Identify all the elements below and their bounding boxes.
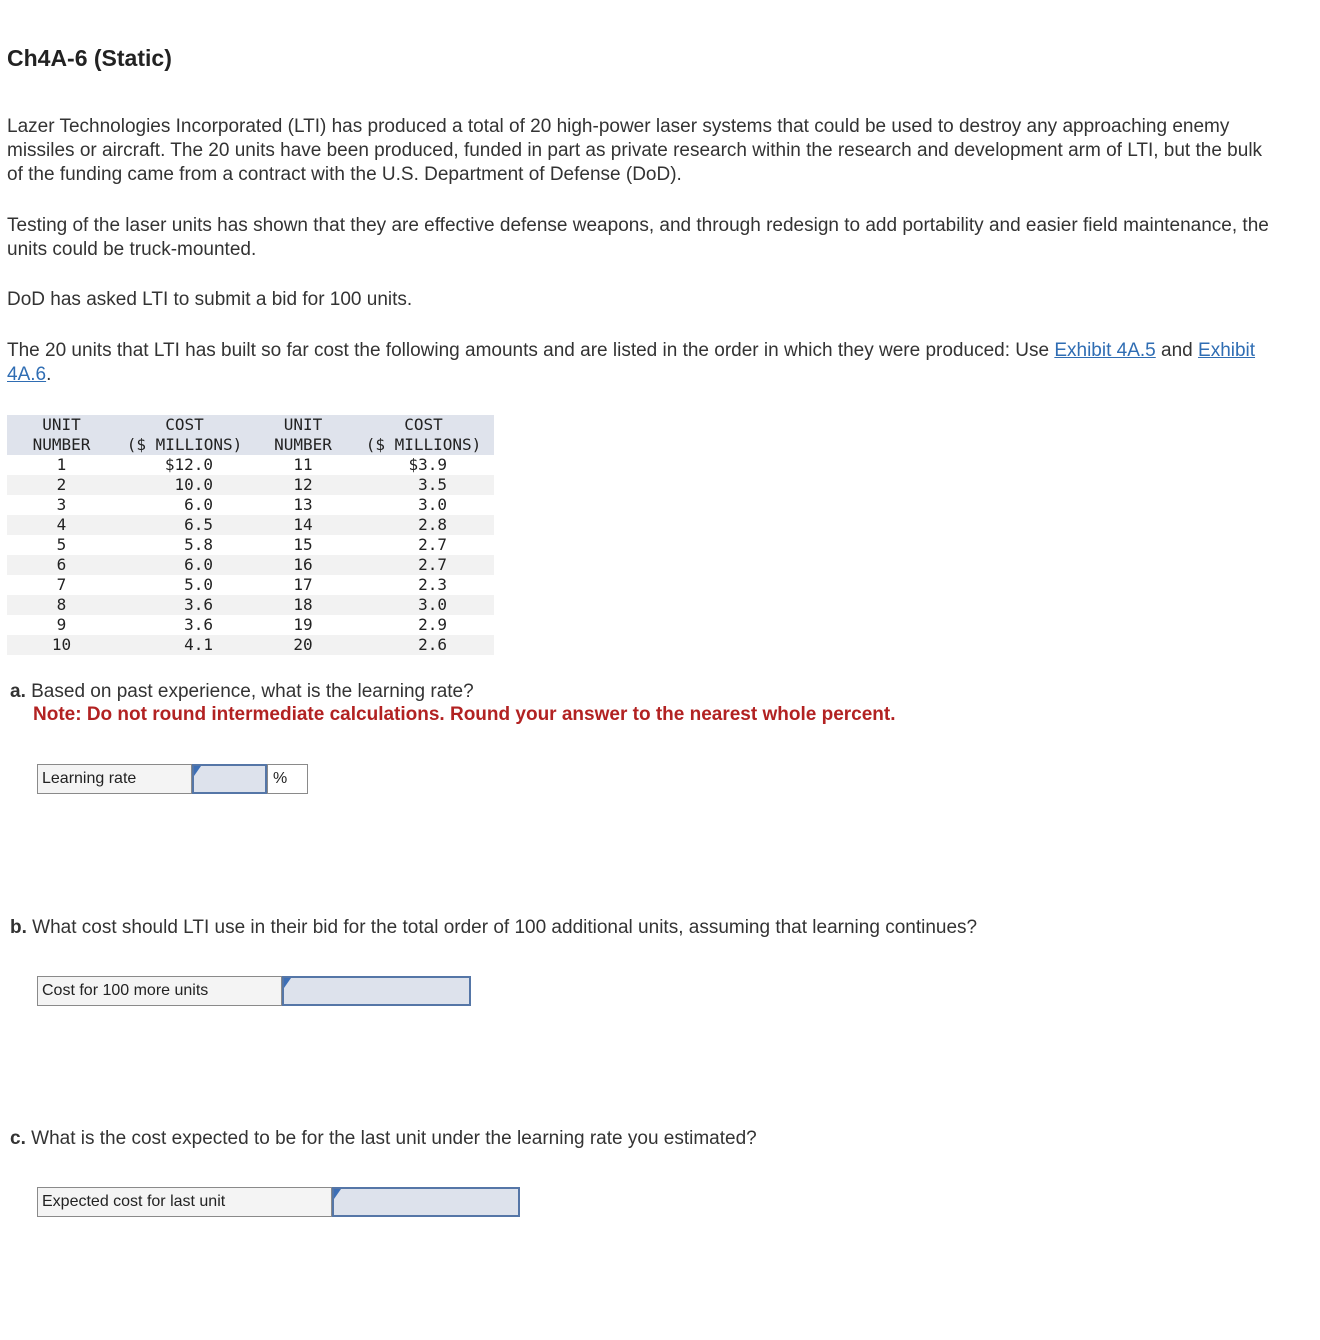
header-line: NUMBER (32, 435, 91, 454)
question-a-note: Note: Do not round intermediate calculations. Round your answer to the nearest whole percent. (33, 704, 896, 725)
learning-rate-input[interactable] (194, 766, 269, 794)
header-line: ($ MILLIONS) (126, 435, 243, 454)
unit-number-cell: 9 (7, 615, 116, 635)
header-line: COST (165, 415, 204, 434)
and-text: and (1155, 340, 1199, 361)
cost-100-input-box[interactable] (282, 976, 471, 1006)
question-a-letter: a. (10, 681, 26, 702)
unit-number-cell: 5 (7, 535, 116, 555)
unit-number-cell: 7 (7, 575, 116, 595)
last-unit-cost-label: Expected cost for last unit (37, 1187, 332, 1217)
exhibit-4a6-link[interactable]: Exhibit 4A.6 (7, 340, 1256, 385)
table-row (7, 635, 494, 655)
table-row (7, 615, 494, 635)
table-row (7, 595, 494, 615)
units-cost-paragraph (7, 339, 1282, 387)
header-line: UNIT (42, 415, 81, 434)
question-c (10, 1127, 757, 1151)
unit-number-cell: 13 (253, 495, 353, 515)
header-cost-2 (353, 415, 494, 455)
cost-cell: 10.0 (116, 475, 253, 495)
unit-number-cell: 6 (7, 555, 116, 575)
table-row (7, 535, 494, 555)
testing-paragraph: Testing of the laser units has shown that they are effective defense weapons, and through redesign to add portability and easier field maintenance, the units could be truck-mounted. (7, 215, 1269, 260)
cost-cell: 6.5 (116, 515, 253, 535)
last-unit-answer-row (37, 1187, 520, 1217)
question-a-text: Based on past experience, what is the learning rate? (25, 681, 474, 702)
cost-cell: $3.9 (353, 455, 494, 475)
unit-number-cell: 2 (7, 475, 116, 495)
cost-cell: 5.8 (116, 535, 253, 555)
last-unit-cost-input-box[interactable] (332, 1187, 520, 1217)
table-row (7, 555, 494, 575)
cost-100-answer-row (37, 976, 471, 1006)
bid-request-paragraph: DoD has asked LTI to submit a bid for 100 units. (7, 289, 413, 310)
cost-cell: 2.9 (353, 615, 494, 635)
cost-cell: 2.3 (353, 575, 494, 595)
cost-cell: 3.6 (116, 615, 253, 635)
page-title: Ch4A-6 (Static) (7, 45, 172, 71)
unit-number-cell: 12 (253, 475, 353, 495)
question-b-text: What cost should LTI use in their bid for the total order of 100 additional units, assuming that learning continues? (26, 917, 978, 938)
header-unit-number-2 (253, 415, 353, 455)
units-cost-text: The 20 units that LTI has built so far cost the following amounts and are listed in the order in which they were produced: Use (7, 340, 1055, 361)
cost-100-input[interactable] (284, 978, 473, 1006)
learning-rate-answer-row (37, 764, 308, 794)
table-row (7, 495, 494, 515)
cost-cell: 3.0 (353, 595, 494, 615)
cost-cell: 3.6 (116, 595, 253, 615)
percent-unit: % (267, 764, 308, 794)
unit-number-cell: 8 (7, 595, 116, 615)
unit-number-cell: 15 (253, 535, 353, 555)
intro-paragraph: Lazer Technologies Incorporated (LTI) has produced a total of 20 high-power laser systems that could be used to destroy any approaching enemy missiles or aircraft. The 20 units have been produced, funded in part as private research within the research and development arm of LTI, but the bulk of the funding came from a contract with the U.S. Department of Defense (DoD). (7, 116, 1263, 185)
unit-number-cell: 19 (253, 615, 353, 635)
table-row (7, 515, 494, 535)
exhibit-4a5-link[interactable]: Exhibit 4A.5 (1054, 340, 1156, 361)
header-line: ($ MILLIONS) (365, 435, 482, 454)
last-unit-cost-input[interactable] (334, 1189, 522, 1217)
unit-number-cell: 11 (253, 455, 353, 475)
cost-cell: 6.0 (116, 495, 253, 515)
cost-cell: 3.0 (353, 495, 494, 515)
unit-number-cell: 20 (253, 635, 353, 655)
table-row (7, 575, 494, 595)
question-c-letter: c. (10, 1128, 26, 1149)
cost-cell: 2.6 (353, 635, 494, 655)
unit-number-cell: 16 (253, 555, 353, 575)
unit-number-cell: 1 (7, 455, 116, 475)
question-c-text: What is the cost expected to be for the last unit under the learning rate you estimated? (25, 1128, 757, 1149)
cost-cell: 4.1 (116, 635, 253, 655)
learning-rate-input-box[interactable] (192, 764, 267, 794)
cost-cell: 6.0 (116, 555, 253, 575)
table-header-row (7, 415, 494, 455)
table-row (7, 475, 494, 495)
cost-100-label: Cost for 100 more units (37, 976, 282, 1006)
cost-cell: 2.7 (353, 535, 494, 555)
unit-number-cell: 17 (253, 575, 353, 595)
cost-cell: 5.0 (116, 575, 253, 595)
cost-cell: $12.0 (116, 455, 253, 475)
learning-rate-label: Learning rate (37, 764, 192, 794)
cost-cell: 3.5 (353, 475, 494, 495)
question-a (10, 680, 474, 704)
unit-number-cell: 18 (253, 595, 353, 615)
table-body (7, 455, 494, 655)
header-line: NUMBER (274, 435, 332, 454)
unit-number-cell: 3 (7, 495, 116, 515)
question-b-letter: b. (10, 917, 27, 938)
header-line: UNIT (283, 415, 323, 434)
header-cost-1 (116, 415, 253, 455)
question-b (10, 916, 977, 940)
unit-number-cell: 14 (253, 515, 353, 535)
cost-cell: 2.8 (353, 515, 494, 535)
unit-cost-table (7, 415, 494, 655)
period-text: . (46, 364, 52, 385)
unit-number-cell: 10 (7, 635, 116, 655)
unit-number-cell: 4 (7, 515, 116, 535)
header-unit-number-1 (7, 415, 116, 455)
cost-cell: 2.7 (353, 555, 494, 575)
header-line: COST (404, 415, 443, 434)
table-row (7, 455, 494, 475)
